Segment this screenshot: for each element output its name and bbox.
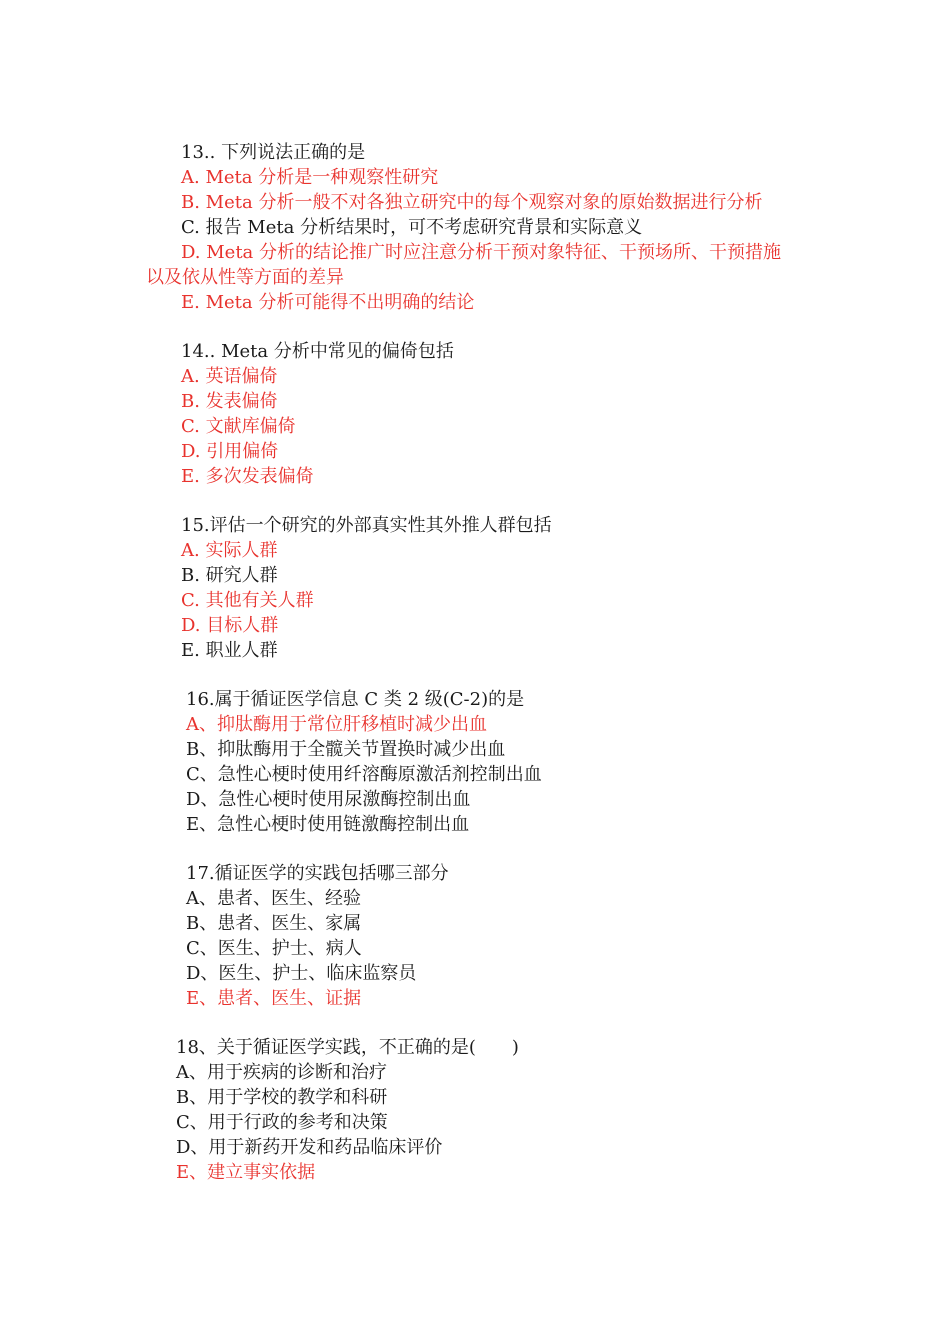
question-stem: 18、关于循证医学实践，不正确的是( ) bbox=[176, 1037, 519, 1058]
option-e: E. 职业人群 bbox=[181, 640, 278, 661]
option-d: D、用于新药开发和药品临床评价 bbox=[176, 1137, 443, 1158]
option-e-correct: E、患者、医生、证据 bbox=[186, 988, 362, 1009]
option-e-correct: E. Meta 分析可能得不出明确的结论 bbox=[181, 292, 475, 313]
question-stem: 14.. Meta 分析中常见的偏倚包括 bbox=[181, 341, 454, 362]
option-b: B、用于学校的教学和科研 bbox=[176, 1087, 388, 1108]
option-b-correct: B. 发表偏倚 bbox=[181, 391, 278, 412]
option-c: C、急性心梗时使用纤溶酶原激活剂控制出血 bbox=[186, 764, 542, 785]
option-d-correct: D. 引用偏倚 bbox=[181, 441, 279, 462]
option-d-correct: D. 目标人群 bbox=[181, 615, 279, 636]
option-c: C. 报告 Meta 分析结果时，可不考虑研究背景和实际意义 bbox=[181, 217, 643, 238]
option-a-correct: A. 英语偏倚 bbox=[181, 366, 278, 387]
option-a: A、患者、医生、经验 bbox=[186, 888, 361, 909]
option-a-correct: A. 实际人群 bbox=[181, 540, 278, 561]
option-d-continued: 以及依从性等方面的差异 bbox=[146, 267, 344, 288]
option-b: B. 研究人群 bbox=[181, 565, 278, 586]
option-b: B、抑肽酶用于全髋关节置换时减少出血 bbox=[186, 739, 506, 760]
question-stem: 17.循证医学的实践包括哪三部分 bbox=[186, 863, 449, 884]
option-c-correct: C. 其他有关人群 bbox=[181, 590, 314, 611]
option-c-correct: C. 文献库偏倚 bbox=[181, 416, 296, 437]
option-d: D、急性心梗时使用尿激酶控制出血 bbox=[186, 789, 471, 810]
option-c: C、用于行政的参考和决策 bbox=[176, 1112, 388, 1133]
option-b: B、患者、医生、家属 bbox=[186, 913, 362, 934]
question-stem: 16.属于循证医学信息 C 类 2 级(C-2)的是 bbox=[186, 689, 525, 710]
option-e-correct: E、建立事实依据 bbox=[176, 1162, 316, 1183]
option-a: A、用于疾病的诊断和治疗 bbox=[176, 1062, 387, 1083]
option-e: E、急性心梗时使用链激酶控制出血 bbox=[186, 814, 470, 835]
option-e-correct: E. 多次发表偏倚 bbox=[181, 466, 314, 487]
option-a-correct: A、抑肽酶用于常位肝移植时减少出血 bbox=[186, 714, 487, 735]
option-d-correct: D. Meta 分析的结论推广时应注意分析干预对象特征、干预场所、干预措施 bbox=[181, 242, 781, 263]
option-d: D、医生、护士、临床监察员 bbox=[186, 963, 417, 984]
option-a-correct: A. Meta 分析是一种观察性研究 bbox=[181, 167, 439, 188]
option-b-correct: B. Meta 分析一般不对各独立研究中的每个观察对象的原始数据进行分析 bbox=[181, 192, 763, 213]
question-stem: 13.. 下列说法正确的是 bbox=[181, 142, 366, 163]
option-c: C、医生、护士、病人 bbox=[186, 938, 362, 959]
question-stem: 15.评估一个研究的外部真实性其外推人群包括 bbox=[181, 515, 552, 536]
